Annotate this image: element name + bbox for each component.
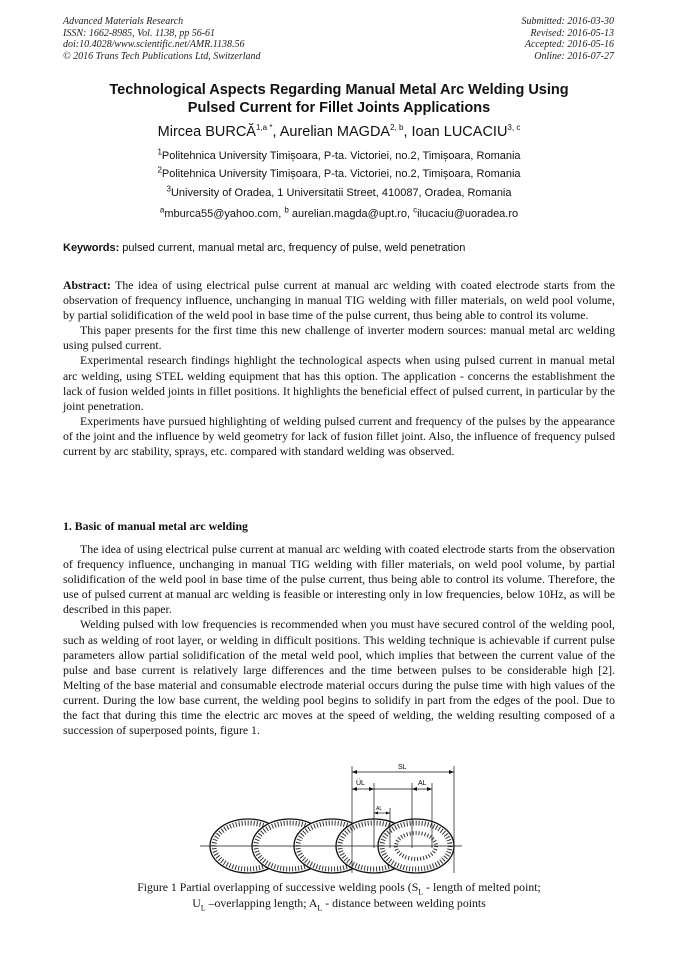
author-separator: , bbox=[403, 124, 412, 140]
affiliation-text: Politehnica University Timișoara, P-ta. Victoriei, no.2, Timișoara, Romania bbox=[161, 150, 521, 162]
email-link[interactable]: aurelian.magda@upt.ro, bbox=[288, 208, 414, 220]
affiliation-mark: 3 bbox=[166, 184, 171, 194]
affiliation-text: Politehnica University Timișoara, P-ta. Victoriei, no.2, Timișoara, Romania bbox=[161, 168, 521, 180]
figure-caption bbox=[63, 879, 615, 911]
affiliation-text: University of Oradea, 1 Universitatii Street, 410087, Oradea, Romania bbox=[170, 187, 512, 199]
affiliation-3 bbox=[0, 184, 678, 200]
date-revised: Revised: 2016-05-13 bbox=[530, 27, 614, 39]
caption-text: U bbox=[192, 896, 201, 910]
abstract-paragraph: Experimental research findings highlight the technological aspects when using pulsed current in manual metal arc welding, using STEL welding equipment that has this option. The application - concerns the establishment the lack of fusion welded joints in fillet positions. It highlights the beneficial effect of pulsed current, in particular by the joint penetration. bbox=[63, 353, 615, 413]
body-paragraph: The idea of using electrical pulse current at manual arc welding with coated electrode starts from the observation of frequency influence, unchanging in manual TIG welding with filler materials, on weld pool volume, by partial solidification of the weld pool in base time of the pulse current, thus being able to control its volume. Therefore, the use of pulsed current at manual arc welding is feasible or interesting only in low frequencies, below 10Hz, as will be described in this paper. bbox=[63, 542, 615, 617]
dimension-arrows bbox=[352, 770, 454, 815]
label-al: AL bbox=[418, 780, 427, 787]
caption-sub: L bbox=[200, 903, 206, 913]
journal-header bbox=[63, 16, 261, 62]
date-submitted: Submitted: 2016-03-30 bbox=[521, 16, 614, 27]
author-affiliation-mark: 1,a * bbox=[255, 123, 273, 133]
caption-sub: L bbox=[317, 903, 323, 913]
journal-issn: ISSN: 1662-8985, Vol. 1138, pp 56-61 bbox=[63, 27, 216, 39]
journal-doi: doi:10.4028/www.scientific.net/AMR.1138.56 bbox=[63, 39, 245, 50]
author-name: Mircea BURCĂ bbox=[157, 124, 256, 140]
author-affiliation-mark: 2, b bbox=[390, 123, 404, 133]
caption-text: - distance between welding points bbox=[322, 896, 486, 910]
author-separator: , bbox=[272, 124, 280, 140]
affiliation-2 bbox=[0, 165, 678, 181]
email-link[interactable]: mburca55@yahoo.com, bbox=[164, 208, 285, 220]
date-online: Online: 2016-07-27 bbox=[534, 50, 614, 62]
email-link[interactable]: ilucaciu@uoradea.ro bbox=[417, 208, 519, 220]
caption-text: - length of melted point; bbox=[423, 880, 541, 894]
abstract-paragraph: Experiments have pursued highlighting of welding pulsed current and frequency of the pulses by the appearance of the joint and the influence by weld geometry for lack of fusion fillet joint. Also, the influence of frequency pulsed current by arc stability, sprays, etc. compared with standard welding was observed. bbox=[63, 413, 615, 459]
keywords bbox=[63, 242, 615, 254]
keywords-label: Keywords: bbox=[63, 242, 120, 254]
label-ul: ÜL bbox=[356, 780, 365, 787]
affiliation-mark: 2 bbox=[157, 165, 162, 175]
journal-copyright: © 2016 Trans Tech Publications Ltd, Switzerland bbox=[63, 50, 261, 62]
author-emails bbox=[0, 205, 678, 220]
section-body bbox=[63, 542, 615, 738]
author-name: Ioan LUCACIU bbox=[411, 124, 508, 140]
section-heading: 1. Basic of manual metal arc welding bbox=[63, 519, 248, 533]
figure-weld-pools bbox=[200, 758, 490, 878]
abstract-text: The idea of using electrical pulse current at manual arc welding with coated electrode starts from the observation of frequency influence, unchanging in manual TIG welding with filler materials, on weld pool volume, by partial solidification of the weld pool in base time of the pulse current, thus being able to control its volume. bbox=[63, 278, 615, 323]
journal-name: Advanced Materials Research bbox=[63, 16, 184, 27]
body-paragraph: Welding pulsed with low frequencies is recommended when you must have secured control of the welding pool, such as welding of root layer, or welding in difficult positions. This welding technique is achievable if current pulse parameters allow partial solidification of the metal weld pool, which implies that between the current value of the pulse and base current is relatively large differences and the time between pulses to be considerable high [2]. Melting of the base material and consumable electrode material occurs during the pulse time with high values of the current. During the low base current, the welding pool begins to solidify in part from the edges of the pool. Due to the fact that during this time the electric arc moves at the speed of welding, the welding resulting composed of a succession of superposed points, figure 1. bbox=[63, 617, 615, 738]
abstract-label: Abstract: bbox=[63, 278, 111, 292]
keywords-text: pulsed current, manual metal arc, frequency of pulse, weld penetration bbox=[119, 242, 466, 254]
title-line-1: Technological Aspects Regarding Manual Metal Arc Welding Using bbox=[109, 82, 569, 98]
email-mark: b bbox=[284, 205, 289, 215]
author-list bbox=[0, 124, 678, 141]
caption-text: –overlapping length; A bbox=[205, 896, 318, 910]
title-line-2: Pulsed Current for Fillet Joints Applications bbox=[187, 100, 491, 116]
author-name: Aurelian MAGDA bbox=[279, 124, 391, 140]
label-al-inner: AL bbox=[376, 806, 383, 812]
caption-text: Figure 1 Partial overlapping of successive welding pools (S bbox=[137, 880, 419, 894]
date-accepted: Accepted: 2016-05-16 bbox=[524, 39, 614, 50]
label-sl: SL bbox=[398, 764, 407, 771]
caption-line-1 bbox=[63, 879, 615, 895]
paper-title bbox=[0, 81, 678, 117]
caption-sub: L bbox=[418, 887, 424, 897]
affiliation-1 bbox=[0, 147, 678, 163]
caption-line-2 bbox=[63, 895, 615, 911]
abstract-paragraph: This paper presents for the first time this new challenge of inverter modern sources: manual metal arc welding using pulsed current. bbox=[63, 323, 615, 353]
email-mark: a bbox=[159, 205, 165, 215]
abstract-paragraph bbox=[63, 278, 615, 323]
abstract bbox=[63, 278, 615, 459]
email-mark: c bbox=[413, 205, 418, 215]
affiliation-mark: 1 bbox=[157, 147, 162, 157]
dates-header bbox=[522, 16, 615, 62]
author-affiliation-mark: 3, c bbox=[507, 123, 521, 133]
